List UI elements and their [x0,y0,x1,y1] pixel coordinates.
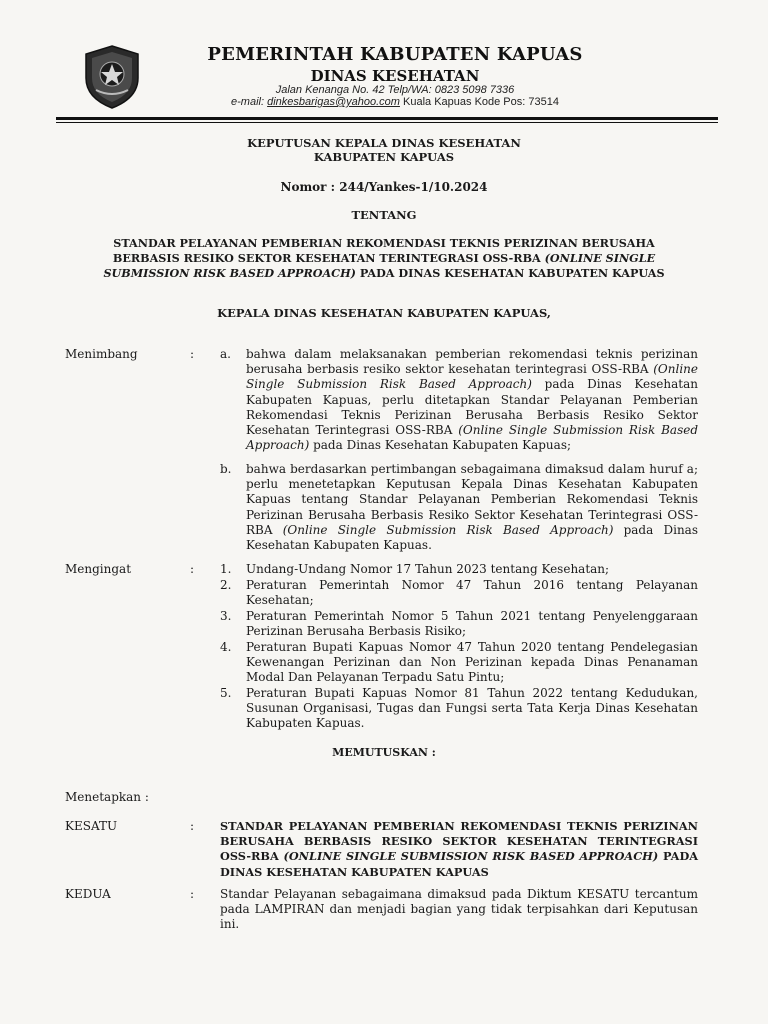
subject-line3-italic: SUBMISSION RISK BASED APPROACH) [103,266,356,280]
subject-line3-text: PADA DINAS KESEHATAN KABUPATEN KAPUAS [355,266,665,280]
kedua-text: Standar Pelayanan sebagaimana dimaksud pada Diktum KESATU tercantum pada LAMPIRAN dan menjadi bagian yang tidak terpisahkan dari Keputusan ini. [220,887,698,932]
mengingat-1-text: Undang-Undang Nomor 17 Tahun 2023 tentang Kesehatan; [246,562,610,576]
mengingat-5-text: Peraturan Bupati Kapuas Nomor 81 Tahun 2022 tentang Kedudukan, Susunan Organisasi, Tugas dan Fungsi serta Tata Kerja Dinas Kesehatan Kabupaten Kapuas. [246,686,698,731]
menimbang-a-mark: a. [220,347,231,361]
office-address: Jalan Kenanga No. 42 Telp/WA: 0823 5098 7336 [275,84,515,96]
decree-title [0,136,768,164]
kedua-label: KEDUA [65,887,111,901]
city-postal: Kuala Kapuas Kode Pos: 73514 [399,96,559,108]
kesatu-text: STANDAR PELAYANAN PEMBERIAN REKOMENDASI TEKNIS PERIZINAN BERUSAHA BERBASIS RESIKO SEKTOR KESEHATAN TERINTEGRASI OSS-RBA (ONLINE SINGLE SUBMISSION RISK BASED APPROACH) PADA DINAS KESEHATAN KABUPATEN KAPUAS [220,819,698,879]
decree-title-line2: KABUPATEN KAPUAS [313,150,455,164]
menimbang-a-text: bahwa dalam melaksanakan pemberian rekomendasi teknis perizinan berusaha berbasis resiko sektor kesehatan terintegrasi OSS-RBA (Online Single Submission Risk Based Approach) pada Dinas Kesehatan Kabupaten Kapuas, perlu ditetapkan Standar Pelayanan Pemberian Rekomendasi Teknis Perizinan Berusaha Berbasis Resiko Sektor Kesehatan Terintegrasi OSS-RBA (Online Single Submission Risk Based Approach) pada Dinas Kesehatan Kabupaten Kapuas; [246,347,699,453]
email-label: e-mail: [231,96,268,108]
mengingat-3-text: Peraturan Pemerintah Nomor 5 Tahun 2021 tentang Penyelenggaraan Perizinan Berusaha Berbasis Risiko; [246,609,698,639]
department-name: DINAS KESEHATAN [310,67,480,85]
mengingat-colon: : [190,562,195,576]
letterhead-rule-thin [56,122,718,123]
menimbang-b-text: bahwa berdasarkan pertimbangan sebagaimana dimaksud dalam huruf a; perlu menetetapkan Keputusan Kepala Dinas Kesehatan Kabupaten Kapuas tentang Standar Pelayanan Pemberian Rekomendasi Teknis Perizinan Berusaha Berbasis Resiko Sektor Kesehatan Terintegrasi OSS-RBA (Online Single Submission Risk Based Approach) pada Dinas Kesehatan Kabupaten Kapuas. [246,462,698,553]
kedua-colon: : [190,887,195,901]
government-name: PEMERINTAH KABUPATEN KAPUAS [207,44,583,65]
decree-subject-line3 [0,266,768,281]
menimbang-label: Menimbang [65,347,138,361]
mengingat-5-mark: 5. [220,686,232,700]
menetapkan-label: Menetapkan : [65,790,149,804]
memutuskan-heading: MEMUTUSKAN : [332,746,436,759]
decree-title-line1: KEPUTUSAN KEPALA DINAS KESEHATAN [247,136,521,150]
mengingat-2-mark: 2. [220,578,232,592]
mengingat-2-text: Peraturan Pemerintah Nomor 47 Tahun 2016 tentang Pelayanan Kesehatan; [246,578,698,608]
subject-line2-text: BERBASIS RESIKO SEKTOR KESEHATAN TERINTEGRASI OSS-RBA [112,251,545,265]
kesatu-label: KESATU [65,819,118,833]
regency-emblem-icon [82,44,142,110]
decree-subject-line2 [0,251,768,266]
mengingat-4-text: Peraturan Bupati Kapuas Nomor 47 Tahun 2020 tentang Pendelegasian Kewenangan Perizinan dan Non Perizinan kepada Dinas Penanaman Modal Dan Pelayanan Terpadu Satu Pintu; [246,640,698,685]
email-link[interactable]: dinkesbarigas@yahoo.com [267,96,400,108]
decree-number: Nomor : 244/Yankes-1/10.2024 [280,180,488,194]
decree-subject-line1: STANDAR PELAYANAN PEMBERIAN REKOMENDASI TEKNIS PERIZINAN BERUSAHA [113,236,655,250]
mengingat-4-mark: 4. [220,640,232,654]
mengingat-label: Mengingat [65,562,132,576]
menimbang-b-mark: b. [220,462,232,476]
issuer-heading: KEPALA DINAS KESEHATAN KABUPATEN KAPUAS, [217,306,551,320]
mengingat-3-mark: 3. [220,609,232,623]
letterhead-rule-thick [56,117,718,120]
kesatu-colon: : [190,819,195,833]
subject-line2-italic: (ONLINE SINGLE [544,251,656,265]
mengingat-1-mark: 1. [220,562,232,576]
about-heading: TENTANG [351,208,417,222]
decree-subject [0,236,768,281]
menimbang-colon: : [190,347,195,361]
contact-line [160,96,630,108]
